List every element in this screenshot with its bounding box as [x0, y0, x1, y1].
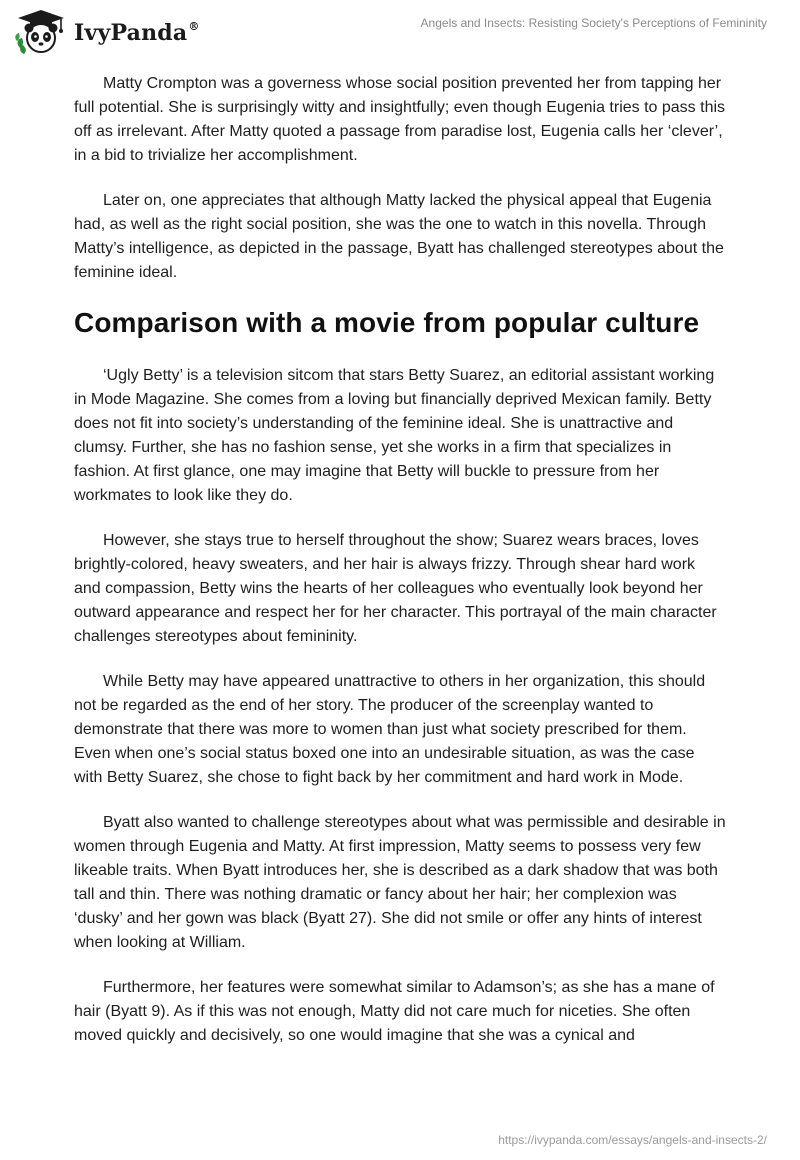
- essay-body: [74, 72, 726, 1069]
- paragraph: Byatt also wanted to challenge stereotypes about what was permissible and desirable in women through Eugenia and Matty. At first impression, Matty seems to possess very few likeable traits. When Byatt introduces her, she is described as a dark shadow that was both tall and thin. There was nothing dramatic or fancy about her hair; her complexion was ‘dusky’ and her gown was black (Byatt 27). She did not smile or offer any hints of interest when looking at William.: [74, 814, 726, 951]
- paragraph: Later on, one appreciates that although Matty lacked the physical appeal that Eugenia had, as well as the right social position, she was the one to watch in this novella. Through Matty’s intelligence, as depicted in the passage, Byatt has challenged stereotypes about the feminine ideal.: [74, 192, 724, 281]
- registered-mark: ®: [188, 19, 200, 33]
- paragraph: Matty Crompton was a governess whose social position prevented her from tapping her full potential. She is surprisingly witty and insightfully; even though Eugenia tries to pass this off as irrelevant. After Matty quoted a passage from paradise lost, Eugenia calls her ‘clever’, in a bid to trivialize her accomplishment.: [74, 75, 726, 164]
- paragraph: While Betty may have appeared unattractive to others in her organization, this should not be regarded as the end of her story. The producer of the screenplay wanted to demonstrate that there was more to women than just what society prescribed for them. Even when one’s social status boxed one into an undesirable situation, as was the case with Betty Suarez, she chose to fight back by her commitment and hard work in Mode.: [74, 673, 706, 786]
- source-url[interactable]: https://ivypanda.com/essays/angels-and-insects-2/: [498, 1133, 767, 1147]
- paragraph: Furthermore, her features were somewhat similar to Adamson’s; as she has a mane of hair (Byatt 9). As if this was not enough, Matty did not care much for niceties. She often moved quickly and decisively, so one would imagine that she was a cynical and: [74, 979, 715, 1044]
- logo-text: IvyPanda: [74, 20, 188, 46]
- document-title: Angels and Insects: Resisting Society's Perceptions of Femininity: [420, 16, 767, 30]
- logo-wordmark: [74, 20, 200, 46]
- section-heading: Comparison with a movie from popular culture: [74, 307, 700, 338]
- paragraph: However, she stays true to herself throughout the show; Suarez wears braces, loves brightly-colored, heavy sweaters, and her hair is always frizzy. Through shear hard work and compassion, Betty wins the hearts of her colleagues who eventually look beyond her outward appearance and respect her for her character. This portrayal of the main character challenges stereotypes about femininity.: [74, 532, 717, 645]
- paragraph: ‘Ugly Betty’ is a television sitcom that stars Betty Suarez, an editorial assistant working in Mode Magazine. She comes from a loving but financially deprived Mexican family. Betty does not fit into society’s understanding of the feminine ideal. She is unattractive and clumsy. Further, she has no fashion sense, yet she works in a firm that specializes in fashion. At first glance, one may imagine that Betty will buckle to pressure from her workmates to look like they do.: [74, 367, 715, 504]
- page-header: [0, 0, 800, 64]
- ivypanda-logo[interactable]: [14, 8, 200, 56]
- panda-graduate-icon: [14, 8, 68, 56]
